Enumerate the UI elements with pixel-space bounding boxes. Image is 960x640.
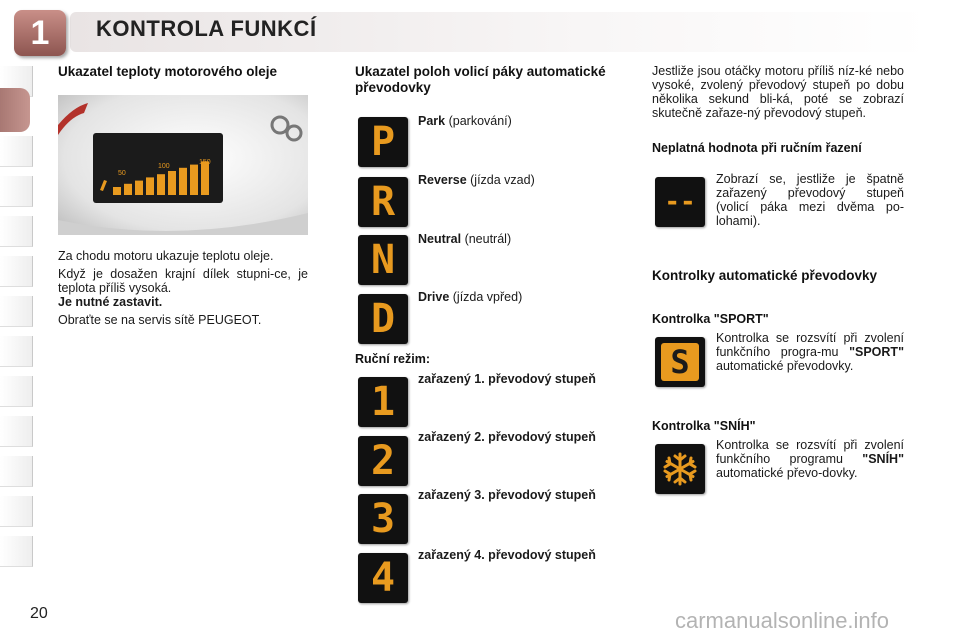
gauge-segment: [113, 187, 121, 195]
gauge-segment: [135, 181, 143, 195]
side-tab[interactable]: [0, 536, 33, 567]
gear-1-indicator-icon: 1: [358, 377, 408, 427]
oil-temperature-gauge-image: [58, 95, 308, 235]
side-tab[interactable]: [0, 176, 33, 207]
oil-temp-warning: Je nutné zastavit.: [58, 295, 163, 309]
side-tab[interactable]: [0, 296, 33, 327]
gear-4-indicator-icon: 4: [358, 553, 408, 603]
side-tab[interactable]: [0, 136, 33, 167]
watermark: carmanualsonline.info: [675, 608, 890, 633]
oil-temp-heading: Ukazatel teploty motorového oleje: [58, 64, 278, 79]
gauge-segment: [201, 161, 209, 195]
gear-indicator-heading: Ukazatel poloh volicí páky automatické převodovky: [355, 64, 606, 95]
gearbox-lamps-heading: Kontrolky automatické převodovky: [652, 268, 878, 283]
sport-lamp-heading: Kontrolka "SPORT": [652, 312, 769, 326]
gauge-segment: [124, 184, 132, 195]
neutral-indicator-icon: N: [358, 235, 408, 285]
side-tab[interactable]: [0, 216, 33, 247]
snow-lamp-heading: Kontrolka "SNÍH": [652, 419, 756, 433]
reverse-label: Reverse (jízda vzad): [418, 173, 535, 187]
side-tab-active[interactable]: [0, 88, 30, 132]
side-tab[interactable]: [0, 416, 33, 447]
oil-temp-paragraph-1: Za chodu motoru ukazuje teplotu oleje.: [58, 249, 274, 263]
snow-lamp-text: Kontrolka se rozsvítí při zvolení funkčního programu "SNÍH" automatické převo-dovky.: [716, 438, 904, 480]
park-indicator-icon: P: [358, 117, 408, 167]
manual-mode-heading: Ruční režim:: [355, 352, 431, 366]
page-number: 20: [30, 605, 48, 622]
gauge-tick-label: 50: [118, 170, 126, 177]
sport-lamp-text: Kontrolka se rozsvítí při zvolení funkčního progra-mu "SPORT" automatické převodovky.: [716, 331, 904, 373]
neutral-label: Neutral (neutrál): [418, 232, 512, 246]
gear-3-indicator-icon: 3: [358, 494, 408, 544]
oil-temp-paragraph-3: Obraťte se na servis sítě PEUGEOT.: [58, 313, 262, 327]
drive-indicator-icon: D: [358, 294, 408, 344]
chapter-number-badge: 1: [14, 10, 66, 56]
gauge-segment: [179, 168, 187, 195]
page-title: KONTROLA FUNKCÍ: [96, 16, 317, 41]
gear-3-label: zařazený 3. převodový stupeň: [418, 488, 596, 502]
reverse-indicator-icon: R: [358, 177, 408, 227]
park-label: Park (parkování): [418, 114, 512, 128]
chapter-side-tabs: [0, 66, 34, 576]
gear-1-label: zařazený 1. převodový stupeň: [418, 372, 596, 386]
gauge-segment: [157, 174, 165, 195]
side-tab[interactable]: [0, 456, 33, 487]
gauge-tick-label: 100: [158, 163, 170, 170]
gauge-segment: [168, 171, 176, 195]
gear-2-label: zařazený 2. převodový stupeň: [418, 430, 596, 444]
gear-4-label: zařazený 4. převodový stupeň: [418, 548, 596, 562]
invalid-value-heading: Neplatná hodnota při ručním řazení: [652, 141, 862, 155]
gauge-tick-label: 150: [199, 159, 211, 166]
side-tab[interactable]: [0, 376, 33, 407]
drive-label: Drive (jízda vpřed): [418, 290, 523, 304]
snowflake-icon: [655, 444, 705, 494]
side-tab[interactable]: [0, 336, 33, 367]
gauge-segment: [146, 177, 154, 195]
invalid-value-text: Zobrazí se, jestliže je špatně zařazený převodový stupeň (volicí páka mezi dvěma po-lohami).: [716, 172, 904, 228]
side-tab[interactable]: [0, 256, 33, 287]
oil-temp-paragraph-2: Když je dosažen krajní dílek stupni-ce, je teplota příliš vysoká.: [58, 267, 308, 295]
gauge-segment: [190, 165, 198, 195]
invalid-gear-indicator-icon: --: [655, 177, 705, 227]
rpm-warning-paragraph: Jestliže jsou otáčky motoru příliš níz-ké nebo vysoké, zvolený převodový stupeň po dobu několika sekund bli-ká, poté se zobrazí skutečně zařaze-ný převodový stupeň.: [652, 64, 904, 120]
side-tab[interactable]: [0, 496, 33, 527]
sport-lamp-icon: S: [655, 337, 705, 387]
gear-2-indicator-icon: 2: [358, 436, 408, 486]
